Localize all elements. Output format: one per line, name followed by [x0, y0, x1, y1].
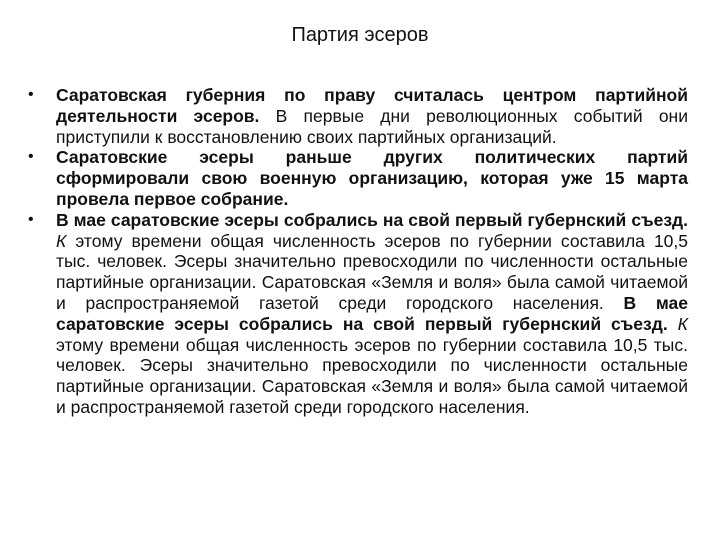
bullet-item [0, 210, 688, 418]
bullet-text-bold: В мае саратовские эсеры собрались на свой первый губернский съезд. [56, 209, 688, 230]
bullet-dot-icon: • [28, 148, 34, 166]
bullet-text-bold: Саратовская губерния по праву считалась центром партийной деятельности эсеров. [56, 85, 688, 126]
bullet-dot-icon: • [28, 210, 34, 228]
slide-title: Партия эсеров [291, 24, 429, 46]
bullet-list [0, 85, 688, 418]
bullet-text-bold: Саратовские эсеры раньше других политических партий сформировали свою военную организацию, которая уже 15 марта провела первое собрание. [56, 147, 688, 209]
bullet-text-bold: В мае саратовские эсеры собрались на свой первый губернский съезд. [56, 292, 688, 334]
bullet-text: В первые дни революционных событий они приступили к восстановлению своих партийных организаций. [56, 105, 688, 147]
bullet-text: этому времени общая численность эсеров по губернии составила 10,5 тыс. человек. Эсеры значительно превосходили по численности остальные партийные организации. Саратовская «Земля и воля» была самой читаемой и распространяемой газетой среди городского населения. [56, 334, 688, 417]
bullet-text-italic: К [667, 313, 688, 334]
bullet-item [0, 85, 688, 147]
bullet-item [0, 147, 688, 209]
bullet-dot-icon: • [28, 86, 34, 103]
bullet-text-italic: К [56, 230, 67, 251]
bullet-text: этому времени общая численность эсеров по губернии составила 10,5 тыс. человек. Эсеры значительно превосходили по численности остальные партийные организации. Саратовская «Земля и воля» была самой читаемой и распространяемой газетой среди городского населения. [56, 230, 688, 313]
